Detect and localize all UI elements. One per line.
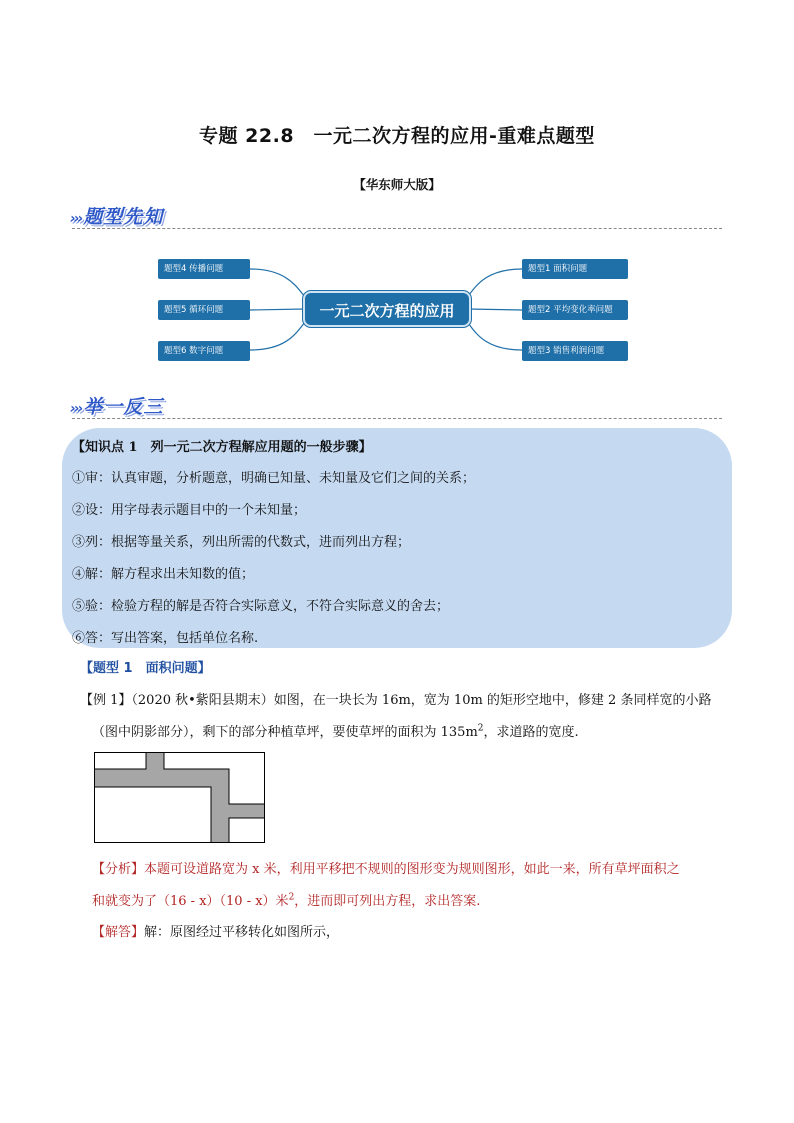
path-diagram: [94, 752, 266, 844]
example-text: ，求道路的宽度.: [483, 725, 579, 740]
mindmap-node-type5: 题型5 循环问题: [158, 300, 250, 320]
knowledge-heading: 【知识点 1 列一元二次方程解应用题的一般步骤】: [72, 440, 372, 455]
section-arrows: ›››: [70, 211, 82, 227]
superscript: 2: [477, 723, 484, 734]
mindmap-center-node: 一元二次方程的应用: [303, 291, 471, 327]
analysis-text: 和就变为了（16 - x）（10 - x）米: [92, 894, 289, 909]
superscript: 2: [288, 892, 295, 903]
page-title: 专题 22.8 一元二次方程的应用-重难点题型: [199, 125, 595, 147]
analysis-text: ，进而即可列出方程，求出答案.: [294, 894, 481, 909]
section-label: 举一反三: [83, 396, 164, 418]
mindmap-node-type4: 题型4 传播问题: [158, 259, 250, 279]
answer-line: [92, 921, 339, 940]
example-text: （图中阴影部分），剩下的部分种植草坪，要使草坪的面积为 135m: [92, 725, 478, 740]
knowledge-step-5: ⑤验：检验方程的解是否符合实际意义，不符合实际意义的舍去；: [72, 599, 450, 614]
analysis-line-2: [92, 890, 480, 909]
analysis-text: 本题可设道路宽为 x 米，利用平移把不规则的图形变为规则图形，如此一来，所有草坪面积之: [144, 862, 680, 877]
mindmap-node-type6: 题型6 数字问题: [158, 341, 250, 361]
knowledge-step-2: ②设：用字母表示题目中的一个未知量；: [72, 503, 307, 518]
mindmap-node-type2: 题型2 平均变化率问题: [522, 300, 628, 320]
edition-label: 【华东师大版】: [353, 177, 441, 192]
section-divider: [72, 418, 722, 419]
knowledge-step-6: ⑥答：写出答案，包括单位名称.: [72, 631, 259, 646]
knowledge-step-1: ①审：认真审题，分析题意，明确已知量、未知量及它们之间的关系；: [72, 471, 476, 486]
section-arrows: ›››: [70, 401, 82, 417]
section-label: 题型先知: [83, 206, 164, 228]
knowledge-step-4: ④解：解方程求出未知数的值；: [72, 567, 255, 582]
section-divider: [72, 228, 722, 229]
analysis-line-1: [92, 858, 680, 877]
type1-heading: 【题型 1 面积问题】: [80, 661, 211, 676]
mindmap-node-type3: 题型3 销售利润问题: [522, 341, 628, 361]
example-1-line-2: [92, 721, 579, 740]
analysis-tag: 【分析】: [92, 862, 145, 877]
mindmap: [150, 252, 650, 367]
example-1-line-1: 【例 1】（2020 秋•紫阳县期末）如图，在一块长为 16m，宽为 10m 的矩形空地中，修建 2 条同样宽的小路: [80, 693, 712, 708]
answer-tag: 【解答】: [92, 925, 145, 940]
mindmap-node-type1: 题型1 面积问题: [522, 259, 628, 279]
answer-text: 解：原图经过平移转化如图所示，: [144, 925, 340, 940]
knowledge-step-3: ③列：根据等量关系，列出所需的代数式，进而列出方程；: [72, 535, 411, 550]
